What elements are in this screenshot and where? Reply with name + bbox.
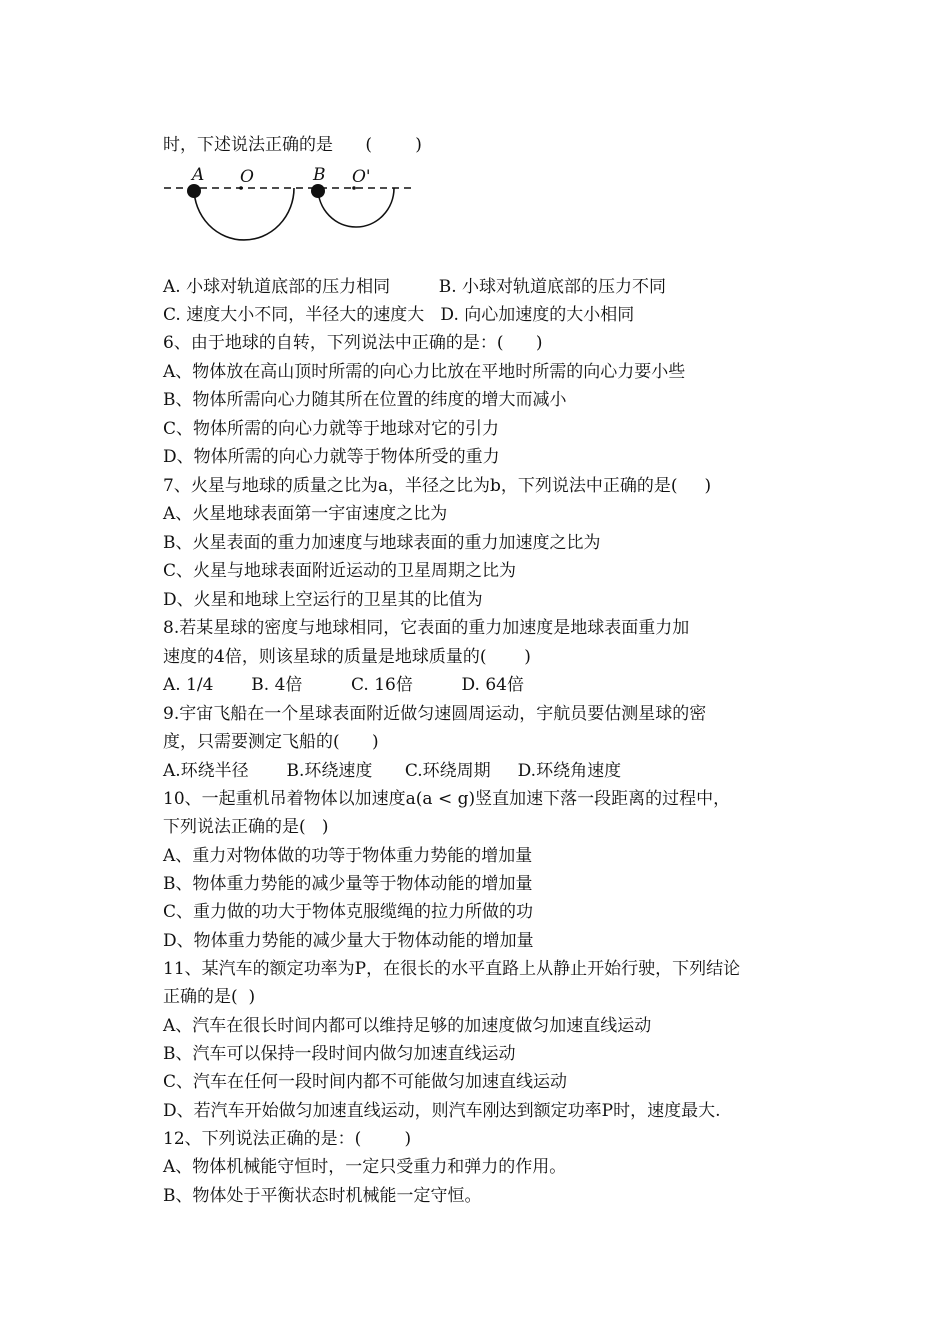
q11-option-b: B、汽车可以保持一段时间内做匀加速直线运动 xyxy=(163,1044,516,1064)
q10-option-c: C、重力做的功大于物体克服缆绳的拉力所做的功 xyxy=(163,902,534,922)
semicircle-tracks-figure xyxy=(160,160,420,252)
q10-stem-line-2: 下列说法正确的是( ) xyxy=(163,817,329,837)
q7-option-d: D、火星和地球上空运行的卫星其的比值为 xyxy=(163,590,483,610)
q9-stem-line-1: 9.宇宙飞船在一个星球表面附近做匀速圆周运动，宇航员要估测星球的密 xyxy=(163,704,707,724)
q12-stem: 12、下列说法正确的是：( ) xyxy=(163,1129,412,1149)
q10-option-a: A、重力对物体做的功等于物体重力势能的增加量 xyxy=(163,846,533,866)
q11-option-c: C、汽车在任何一段时间内都不可能做匀加速直线运动 xyxy=(163,1072,568,1092)
q7-option-c: C、火星与地球表面附近运动的卫星周期之比为 xyxy=(163,561,517,581)
q7-stem: 7、火星与地球的质量之比为a，半径之比为b，下列说法中正确的是( ) xyxy=(163,476,712,496)
q6-option-b: B、物体所需向心力随其所在位置的纬度的增大而减小 xyxy=(163,390,567,410)
q11-option-d: D、若汽车开始做匀加速直线运动，则汽车刚达到额定功率P时，速度最大. xyxy=(163,1101,721,1121)
q6-stem: 6、由于地球的自转，下列说法中正确的是：( ) xyxy=(163,333,543,353)
q12-option-a: A、物体机械能守恒时，一定只受重力和弹力的作用。 xyxy=(163,1157,567,1177)
q10-option-d: D、物体重力势能的减少量大于物体动能的增加量 xyxy=(163,931,534,951)
q12-option-b: B、物体处于平衡状态时机械能一定守恒。 xyxy=(163,1186,482,1206)
q8-stem-line-1: 8.若某星球的密度与地球相同，它表面的重力加速度是地球表面重力加 xyxy=(163,618,690,638)
q7-option-a: A、火星地球表面第一宇宙速度之比为 xyxy=(163,504,448,524)
q11-stem-line-2: 正确的是( ) xyxy=(163,987,256,1007)
label-a: A xyxy=(192,165,205,185)
small-semicircle-track xyxy=(318,188,394,227)
q6-option-c: C、物体所需的向心力就等于地球对它的引力 xyxy=(163,419,500,439)
q6-option-a: A、物体放在高山顶时所需的向心力比放在平地时所需的向心力要小些 xyxy=(163,362,686,382)
ball-a xyxy=(187,184,201,198)
q6-option-d: D、物体所需的向心力就等于物体所受的重力 xyxy=(163,447,500,467)
question-5-stem-end: 时，下述说法正确的是 ( ) xyxy=(163,135,422,155)
q8-stem-line-2: 速度的4倍，则该星球的质量是地球质量的( ) xyxy=(163,647,531,667)
q10-stem-line-1: 10、一起重机吊着物体以加速度a(a < g)竖直加速下落一段距离的过程中， xyxy=(163,789,731,809)
q8-options: A. 1/4 B. 4倍 C. 16倍 D. 64倍 xyxy=(163,675,524,695)
label-o-prime: O' xyxy=(352,167,371,187)
q7-option-b: B、火星表面的重力加速度与地球表面的重力加速度之比为 xyxy=(163,533,601,553)
label-b: B xyxy=(313,165,326,185)
label-o: O xyxy=(240,167,254,187)
q10-option-b: B、物体重力势能的减少量等于物体动能的增加量 xyxy=(163,874,533,894)
q9-stem-line-2: 度，只需要测定飞船的( ) xyxy=(163,732,379,752)
ball-b xyxy=(311,184,325,198)
large-semicircle-track xyxy=(194,188,294,240)
q11-stem-line-1: 11、某汽车的额定功率为P，在很长的水平直路上从静止开始行驶，下列结论 xyxy=(163,959,741,979)
q9-options: A.环绕半径 B.环绕速度 C.环绕周期 D.环绕角速度 xyxy=(163,761,622,781)
q5-options-cd: C. 速度大小不同，半径大的速度大 D. 向心加速度的大小相同 xyxy=(163,305,635,325)
q5-options-ab: A. 小球对轨道底部的压力相同 B. 小球对轨道底部的压力不同 xyxy=(163,277,667,297)
q11-option-a: A、汽车在很长时间内都可以维持足够的加速度做匀加速直线运动 xyxy=(163,1016,652,1036)
tracks-diagram xyxy=(160,160,420,252)
